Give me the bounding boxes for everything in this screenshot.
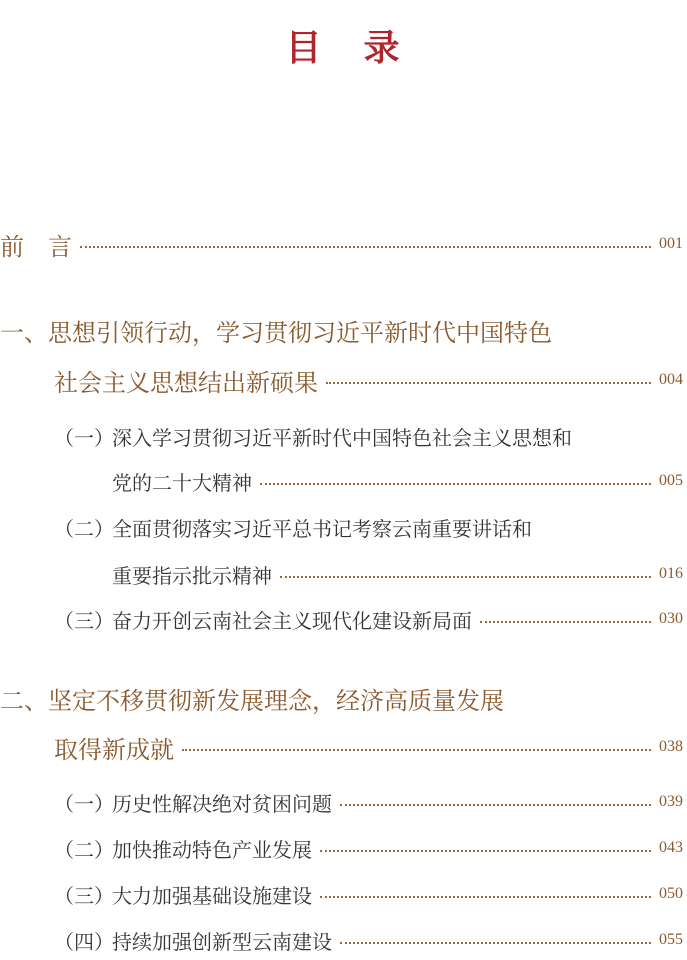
entry-number: （三） [54,883,114,908]
toc-entry-section-1-3[interactable] [54,601,687,637]
entry-text: （一）深入学习贯彻习近平新时代中国特色社会主义思想和 [54,422,572,451]
entry-page: 001 [659,235,683,252]
entry-number: （二） [54,516,114,541]
toc-entry-section-2-cont[interactable] [54,729,687,765]
entry-text: （一）历史性解决绝对贫困问题 [54,788,332,817]
toc-entry-section-1-1[interactable] [54,418,687,454]
toc-entry-section-2-4[interactable] [54,922,687,958]
entry-number: 二、 [0,686,48,715]
dot-leader [480,621,651,623]
toc-entry-preface[interactable] [0,226,687,262]
entry-page: 050 [659,885,683,902]
entry-page: 004 [659,371,683,388]
entry-text: 社会主义思想结出新硕果 [54,368,318,397]
dot-leader [260,483,651,485]
toc-entry-section-1-cont[interactable] [54,362,687,398]
toc-entry-section-2-1[interactable] [54,784,687,820]
entry-text: （四）持续加强创新型云南建设 [54,926,332,955]
entry-text: （二）全面贯彻落实习近平总书记考察云南重要讲话和 [54,513,532,542]
entry-text: 一、思想引领行动，学习贯彻习近平新时代中国特色 [0,313,552,348]
entry-number: （二） [54,837,114,862]
entry-text: 二、坚定不移贯彻新发展理念，经济高质量发展 [0,681,504,716]
entry-text: （三）奋力开创云南社会主义现代化建设新局面 [54,605,472,634]
toc-entry-section-2[interactable] [0,680,687,716]
entry-text: （二）加快推动特色产业发展 [54,834,312,863]
entry-page: 055 [659,931,683,948]
entry-text: 前 言 [0,232,72,261]
entry-text: 党的二十大精神 [112,470,252,495]
toc-title-char-2: 录 [363,27,402,69]
entry-number: （三） [54,608,114,633]
entry-number: （四） [54,929,114,954]
toc-title [0,20,687,71]
toc-entry-section-1[interactable] [0,312,687,348]
toc-entry-section-2-2[interactable] [54,830,687,866]
entry-page: 005 [659,472,683,489]
dot-leader [340,804,651,806]
entry-page: 039 [659,793,683,810]
entry-number: 一、 [0,318,48,347]
entry-page: 016 [659,565,683,582]
entry-page: 043 [659,839,683,856]
toc-entry-section-1-1-cont[interactable] [112,463,687,499]
dot-leader [320,850,651,852]
entry-text: 取得新成就 [54,735,174,764]
entry-text: （三）大力加强基础设施建设 [54,880,312,909]
entry-page: 038 [659,738,683,755]
toc-entry-section-2-3[interactable] [54,876,687,912]
toc-entry-section-1-2-cont[interactable] [112,556,687,592]
entry-page: 030 [659,610,683,627]
entry-number: （一） [54,791,114,816]
entry-number: （一） [54,425,114,450]
dot-leader [182,749,651,751]
toc-entry-section-1-2[interactable] [54,509,687,545]
dot-leader [80,246,651,248]
dot-leader [340,942,651,944]
dot-leader [280,576,651,578]
dot-leader [326,382,651,384]
dot-leader [320,896,651,898]
toc-title-char-1: 目 [285,27,324,69]
entry-text: 重要指示批示精神 [112,563,272,588]
